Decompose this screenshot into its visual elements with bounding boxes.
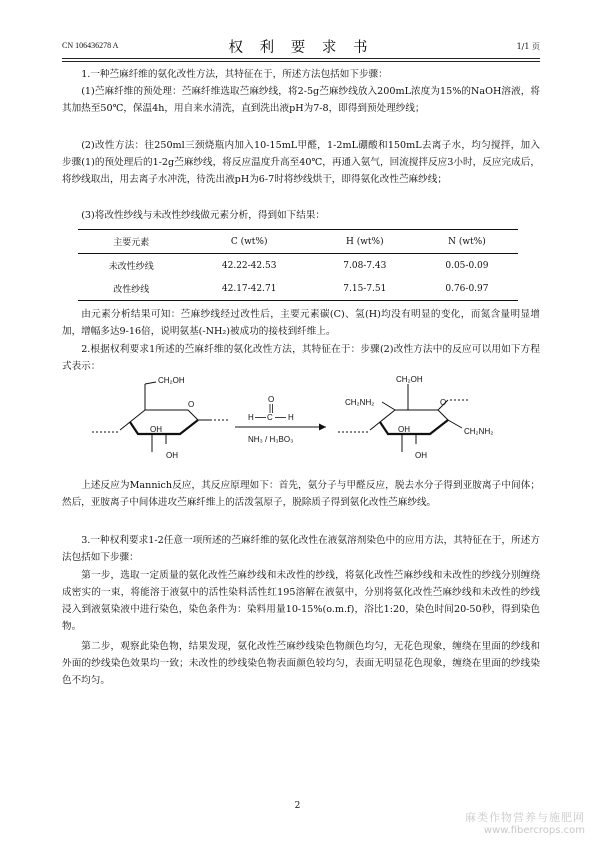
watermark [465,809,585,836]
claim-3-step-2: 第二步，观察此染色物，结果发现，氨化改性苎麻纱线染色物颜色均匀，无花色现象，缠绕在里面的纱线和外面的纱线染色效果均一致；未改性的纱线染色物表面颜色较均匀，表面无明显花色现象，缠绕在里面的纱线染色不均匀。 [62,641,540,686]
claim-3-step-1: 第一步，选取一定质量的氨化改性苎麻纱线和未改性的纱线，将氨化改性苎麻纱线和未改性的纱线分别缠绕成密实的一束，将能溶于液氨中的活性染料活性红195溶解在液氨中，分别将氨化改性苎麻纱线和未改性的纱线浸入到液氨染液中进行染色，染色条件为：染料用量10-15%(o.m.f)，浴比1:20，染色时间20-50秒，得到染色物。 [62,570,540,632]
left-oh-bottom-label: OH [166,451,178,460]
table-cell: 42.22-42.53 [221,260,277,271]
cellulose-unit-right [338,384,468,452]
formaldehyde-reagent [248,395,294,422]
claim-3-intro: 3.一种权利要求1-2任意一项所述的苎麻纤维的氨化改性在液氨溶剂染色中的应用方法，其特征在于，所述方法包括如下步骤： [62,535,540,563]
svg-text:O: O [268,395,275,404]
left-ch2oh-label: CH₂OH [158,376,185,385]
watermark-line-2: www.fibercrops.com [483,825,585,836]
table-cell: 改性纱线 [113,285,150,295]
right-oh-bottom-label: OH [415,451,427,460]
document-title: 权 利 要 求 书 [228,40,374,56]
reaction-arrowhead [319,424,326,431]
svg-text:H: H [248,413,254,422]
table-header-row [78,230,518,254]
table-header-cell: C (wt%) [230,236,268,247]
header-rule-bottom [62,61,540,62]
table-cell: 0.05-0.09 [445,260,489,271]
watermark-line-1: 麻类作物营养与施肥网 [465,811,585,824]
header-rule-top [62,58,540,59]
page-info: 1/1 页 [516,42,540,51]
ring-oxygen-label-right: O [440,398,447,407]
svg-text:H: H [288,413,294,422]
reaction-conditions: NH₃ / H₃BO₃ [248,435,294,444]
claim-2-intro: 2.根据权利要求1所述的苎麻纤维的氨化改性方法，其特征在于：步骤(2)改性方法中的反应可以用如下方程式表示： [62,344,540,372]
table-row [78,277,518,301]
right-ch2nh2-right-label: CH₂NH₂ [464,427,494,436]
claim-1-conclusion: 由元素分析结果可知：苎麻纱线经过改性后，主要元素碳(C)、氢(H)均没有明显的变化，而氮含量明显增加，增幅多达9-16倍，说明氨基(-NH₂)被成功的接枝到纤维上。 [62,309,540,337]
right-oh-top-label: OH [398,425,410,434]
table-cell: 7.08-7.43 [343,260,387,271]
claim-1-step-2: (2)改性方法：往250ml三颈烧瓶内加入10-15mL甲醛，1-2mL硼酸和150mL去离子水，均匀搅拌，加入步骤(1)的预处理后的1-2g苎麻纱线，将反应温度升高至40℃，再通入氨气，回流搅拌反应3小时，反应完成后，将纱线取出，用去离子水冲洗，待洗出液pH为6-7时将纱线烘干，即得氨化改性苎麻纱线； [62,140,540,185]
claim-2-explanation: 上述反应为Mannich反应，其反应原理如下：首先，氨分子与甲醛反应，脱去水分子得到亚胺离子中间体；然后，亚胺离子中间体进攻苎麻纤维上的活泼氢原子，脱除质子得到氨化改性苎麻纱线。 [62,480,540,508]
reaction-scheme [90,372,530,472]
right-ch2nh2-left-label: CH₂NH₂ [345,398,375,407]
element-analysis-table [78,229,518,301]
cellulose-unit-left [92,382,230,452]
table-row [78,254,518,278]
table-cell: 未改性纱线 [108,262,154,272]
table-header-cell: N (wt%) [448,236,486,247]
claim-1-step-3: (3)将改性纱线与未改性纱线做元素分析，得到如下结果： [81,210,326,221]
table-header-cell: H (wt%) [346,236,384,247]
claim-1-step-1: (1)苎麻纤维的预处理：苎麻纤维选取苎麻纱线，将2-5g苎麻纱线放入200mL浓度为15%的NaOH溶液，将其加热至50℃，保温4h，用自来水清洗，直到洗出液pH为7-8，即得到预处理纱线； [62,86,540,114]
table-cell: 0.76-0.97 [445,283,489,294]
table-cell: 7.15-7.51 [343,283,387,294]
ring-oxygen-label: O [188,400,195,409]
table-cell: 42.17-42.71 [221,283,277,294]
page-header [62,36,540,56]
page-number: 2 [294,801,301,811]
patent-number: CN 106436278 A [62,41,119,50]
right-ch2oh-label: CH₂OH [396,375,423,384]
table-header-cell: 主要元素 [113,238,150,248]
claim-1-intro: 1.一种苎麻纤维的氨化改性方法，其特征在于，所述方法包括如下步骤： [81,69,388,80]
svg-text:C: C [267,413,273,422]
left-oh-top-label: OH [150,425,162,434]
